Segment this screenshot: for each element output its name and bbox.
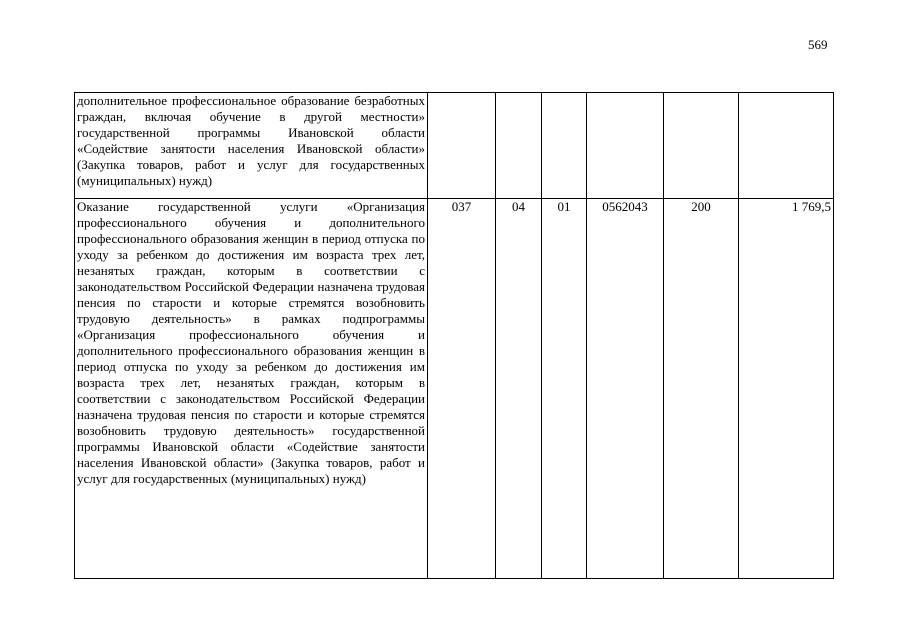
expense-type-cell <box>664 93 739 199</box>
ministry-code-cell: 037 <box>428 199 496 579</box>
subsection-code-cell: 01 <box>542 199 587 579</box>
amount-cell <box>739 93 834 199</box>
expense-type-cell: 200 <box>664 199 739 579</box>
amount-cell: 1 769,5 <box>739 199 834 579</box>
row-description: Оказание государственной услуги «Организация профессионального обучения и дополнительного профессионального образования женщин в период отпуска по уходу за ребенком до достижения им возраста трех лет, незанятых граждан, которым в соответствии с законодательством Российской Федерации назначена трудовая пенсия по старости и которые стремятся возобновить трудовую деятельность» в рамках подпрограммы «Организация профессионального обучения и дополнительного профессионального образования женщин в период отпуска по уходу за ребенком до достижения им возраста трех лет, незанятых граждан, которым в соответствии с законодательством Российской Федерации назначена трудовая пенсия по старости и которые стремятся возобновить трудовую деятельность» государственной программы Ивановской области «Содействие занятости населения Ивановской области» (Закупка товаров, работ и услуг для государственных (муниципальных) нужд) <box>75 199 428 579</box>
budget-table <box>74 92 834 579</box>
section-code-cell: 04 <box>496 199 542 579</box>
ministry-code-cell <box>428 93 496 199</box>
table-row <box>75 199 834 579</box>
row-description: дополнительное профессиональное образование безработных граждан, включая обучение в другой местности» государственной программы Ивановской области «Содействие занятости населения Ивановской области» (Закупка товаров, работ и услуг для государственных (муниципальных) нужд) <box>75 93 428 199</box>
page-number: 569 <box>808 37 828 52</box>
target-article-cell <box>587 93 664 199</box>
section-code-cell <box>496 93 542 199</box>
subsection-code-cell <box>542 93 587 199</box>
target-article-cell: 0562043 <box>587 199 664 579</box>
table-row <box>75 93 834 199</box>
